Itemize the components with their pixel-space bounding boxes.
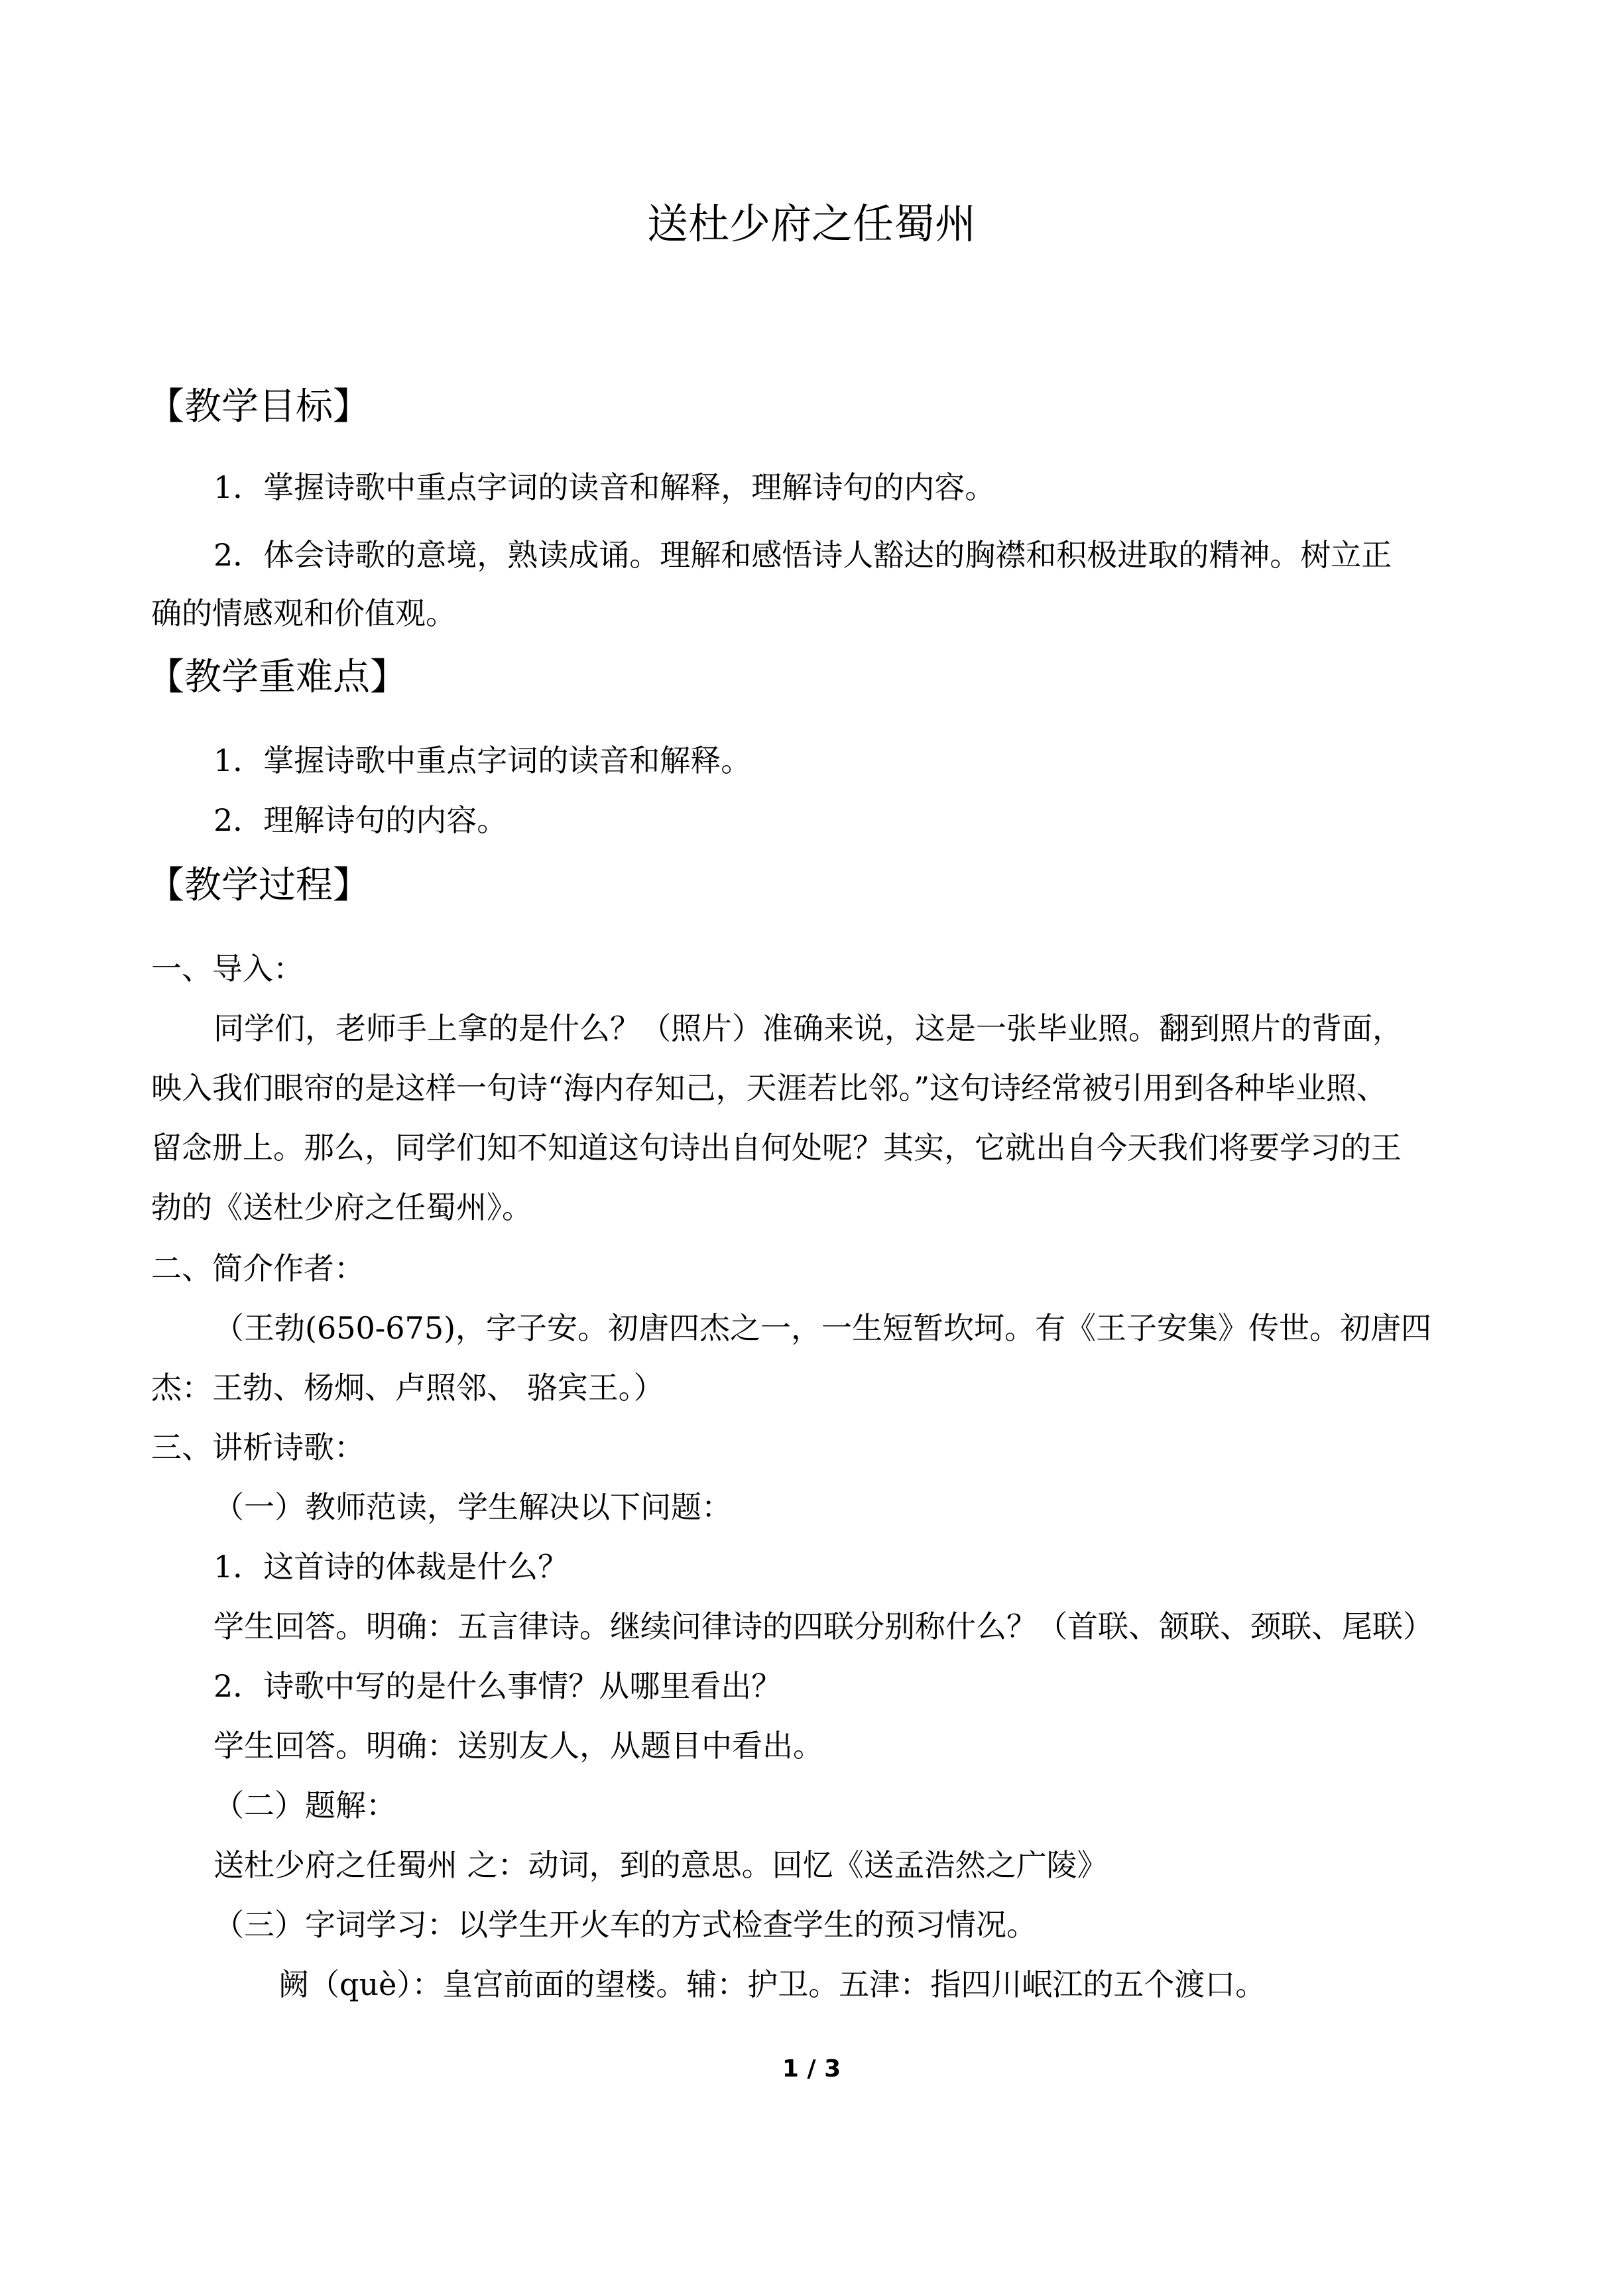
- author-paragraph-line-2: 杰：王勃、杨炯、卢照邻、 骆宾王。）: [151, 1370, 664, 1406]
- poem-analysis-heading: 三、讲析诗歌：: [151, 1429, 365, 1465]
- objectives-item-2-line-2: 确的情感观和价值观。: [151, 595, 456, 631]
- question-2: 2．诗歌中写的是什么事情？从哪里看出？: [213, 1668, 782, 1704]
- vocabulary-line: 阙（què）：皇宫前面的望楼。辅：护卫。五津：指四川岷江的五个渡口。: [278, 1966, 1266, 2002]
- objectives-item-2-line-1: 2．体会诗歌的意境，熟读成诵。理解和感悟诗人豁达的胸襟和积极进取的精神。树立正: [213, 537, 1392, 573]
- intro-paragraph-line-3: 留念册上。那么，同学们知不知道这句诗出自何处呢？其实，它就出自今天我们将要学习的王: [151, 1130, 1402, 1166]
- intro-paragraph-line-1: 同学们，老师手上拿的是什么？（照片）准确来说，这是一张毕业照。翻到照片的背面，: [213, 1010, 1403, 1046]
- objectives-heading: 【教学目标】: [147, 385, 370, 428]
- subsection-1: （一）教师范读，学生解决以下问题：: [213, 1489, 732, 1525]
- difficulties-heading: 【教学重难点】: [147, 656, 407, 699]
- intro-paragraph-line-2: 映入我们眼帘的是这样一句诗“海内存知己，天涯若比邻。”这句诗经常被引用到各种毕业照、: [151, 1070, 1388, 1106]
- subsection-2-text: 送杜少府之任蜀州 之：动词，到的意思。回忆《送孟浩然之广陵》: [213, 1847, 1108, 1883]
- difficulties-item-2: 2．理解诗句的内容。: [213, 802, 508, 838]
- question-1: 1．这首诗的体裁是什么？: [213, 1549, 569, 1585]
- answer-1: 学生回答。明确：五言律诗。继续问律诗的四联分别称什么？（首联、颔联、颈联、尾联）: [213, 1608, 1433, 1644]
- difficulties-item-1: 1．掌握诗歌中重点字词的读音和解释。: [213, 743, 752, 778]
- process-heading: 【教学过程】: [147, 864, 370, 907]
- answer-2: 学生回答。明确：送别友人，从题目中看出。: [213, 1728, 823, 1764]
- page-number: 1 / 3: [782, 2055, 841, 2083]
- document-title: 送杜少府之任蜀州: [646, 200, 976, 248]
- intro-heading: 一、导入：: [151, 951, 304, 987]
- author-heading: 二、简介作者：: [151, 1250, 365, 1286]
- author-paragraph-line-1: （王勃(650-675)，字子安。初唐四杰之一，一生短暂坎坷。有《王子安集》传世。初唐四: [213, 1310, 1432, 1346]
- intro-paragraph-line-4: 勃的《送杜少府之任蜀州》。: [151, 1189, 532, 1225]
- objectives-item-1: 1．掌握诗歌中重点字词的读音和解释，理解诗句的内容。: [213, 469, 996, 505]
- subsection-3: （三）字词学习：以学生开火车的方式检查学生的预习情况。: [213, 1907, 1037, 1943]
- subsection-2: （二）题解：: [213, 1787, 396, 1823]
